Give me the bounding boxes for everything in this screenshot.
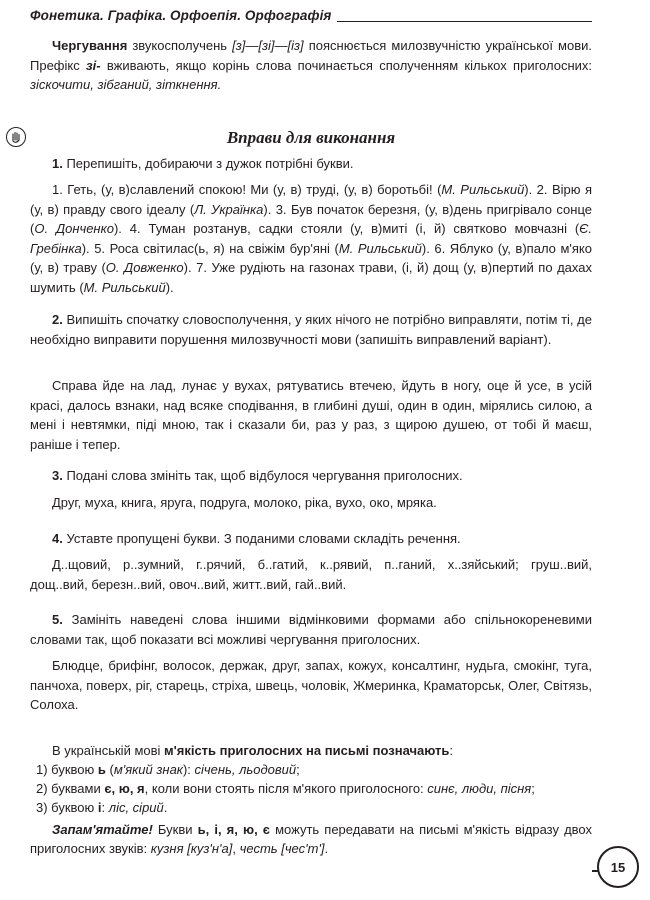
exercise-task-text: Уставте пропущені букви. З поданими словами складіть речення. bbox=[62, 531, 461, 546]
exercise-number: 2. bbox=[52, 312, 63, 327]
rule-item-letter: є, ю, я bbox=[104, 781, 145, 796]
page-number-badge bbox=[597, 846, 639, 888]
rule-intro-end: : bbox=[449, 743, 454, 758]
rule-item-text: 2) буквами bbox=[36, 781, 105, 796]
exercise-4-task bbox=[30, 529, 592, 549]
rule-item-text: . bbox=[163, 800, 168, 815]
section-title: Вправи для виконання bbox=[226, 128, 396, 147]
ex1-author: М. Рильський bbox=[441, 182, 525, 197]
remember-text: . bbox=[324, 841, 329, 856]
ex1-author: Є. Гребінка bbox=[30, 221, 592, 256]
intro-examples: зіскочити, зібганий, зіткнення. bbox=[30, 77, 222, 93]
remember-example: честь [чес'т'] bbox=[239, 841, 325, 856]
rule-intro-text: В українській мові bbox=[52, 743, 165, 758]
ex1-text: ). 5. Роса світилас(ь, я) на свіжім бур'яні ( bbox=[81, 240, 339, 256]
ex1-text: ). bbox=[165, 279, 174, 295]
ex1-author: М. Рильський bbox=[83, 279, 166, 295]
rule-item-text: : bbox=[101, 800, 109, 815]
exercise-number: 4. bbox=[52, 531, 63, 546]
rule-item-text: 1) буквою bbox=[36, 762, 98, 777]
exercise-2-content: Справа йде на лад, лунає у вухах, рятуватись втечею, йдуть в ногу, оце й усе, в усій красі, далось взнаки, над всяке сподівання, в глибині душі, один в один, мірялись силою, а мені і невтямки, піді мною, так і сказали би, раз у раз, з щирою душею, от тобі й маєш, раніше і тепер. bbox=[30, 378, 592, 452]
rule-item-3 bbox=[30, 798, 592, 817]
exercise-5-content: Блюдце, брифінг, волосок, держак, друг, запах, кожух, консалтинг, нудьга, смокінг, туга, панчоха, поверх, ріг, старець, стріха, швець, чоловік, Жмеринка, Краматорськ, Олег, Світязь, Солоха. bbox=[30, 658, 592, 713]
rule-intro bbox=[30, 741, 592, 760]
rule-item-example: ліс, сірий bbox=[108, 800, 164, 815]
rule-item-text: 3) буквою bbox=[36, 800, 98, 815]
intro-paragraph bbox=[30, 36, 592, 95]
remember-text: , bbox=[232, 841, 240, 856]
rule-item-example: січень, льодовий bbox=[194, 762, 297, 777]
rule-intro-bold: м'якість приголосних на письмі позначають bbox=[164, 743, 450, 758]
ex1-author: О. Довженко bbox=[105, 260, 184, 276]
rule-item-name: м'який знак bbox=[113, 762, 183, 777]
intro-sounds: [з]—[зі]—[із] bbox=[232, 38, 304, 53]
ex1-author: О. Донченко bbox=[34, 221, 114, 237]
exercise-2-task bbox=[30, 310, 592, 349]
intro-text-2: пояснюється милозвучністю української мови. Префікс bbox=[30, 38, 592, 73]
rule-item-text: ( bbox=[105, 762, 114, 777]
exercise-task-text: Випишіть спочатку словосполучення, у яких нічого не потрібно виправляти, потім ті, де необхідно виправити порушення милозвучності мови (запишіть виправлений варіант). bbox=[30, 312, 592, 347]
page-number: 15 bbox=[610, 859, 626, 875]
remember-letters: ь, і, я, ю, є bbox=[197, 822, 270, 837]
exercise-task-text: Перепишіть, добираючи з дужок потрібні букви. bbox=[62, 156, 354, 171]
exercise-1-task bbox=[30, 154, 592, 174]
intro-prefix: зі- bbox=[86, 57, 101, 73]
intro-term: Чергування bbox=[52, 38, 128, 53]
exercise-task-text: Замініть наведені слова іншими відмінковими формами або спільнокореневими словами так, щоб показати всі можливі чергування приголосних. bbox=[30, 612, 592, 647]
rule-item-example: синє, люди, пісня bbox=[427, 781, 532, 796]
exercise-1-content bbox=[30, 180, 592, 298]
remember-label: Запам'ятайте! bbox=[52, 822, 153, 837]
ex1-author: М. Рильський bbox=[338, 240, 422, 256]
remember-text: Букви bbox=[152, 822, 198, 837]
ex1-text: ). 7. Уже рудіють на газонах трави, (і, й) дощ (у, в)пертий по дахах шумить ( bbox=[30, 260, 592, 295]
ex1-text: ). 3. Був початок березня, (у, в)день пригрівало сонце ( bbox=[30, 201, 592, 237]
rule-item-1 bbox=[30, 760, 592, 779]
rule-item-text: ): bbox=[182, 762, 195, 777]
rule-item-2 bbox=[30, 779, 592, 798]
ex1-text: 1. Геть, (у, в)славлений спокою! Ми (у, в) труді, (у, в) боротьбі! ( bbox=[52, 182, 442, 197]
remember-example: кузня [куз'н'а] bbox=[150, 841, 233, 856]
ex1-author: Л. Українка bbox=[194, 201, 264, 217]
exercise-4-content: Д..щовий, р..зумний, г..рячий, б..гатий, к..рявий, п..ганий, х..зяйський; груш..вий, дощ..вий, березн..вий, овоч..вий, житт..вий, гай..вий. bbox=[30, 557, 592, 592]
rule-item-text: ; bbox=[531, 781, 535, 796]
hand-icon bbox=[6, 127, 26, 147]
rule-item-text: , коли вони стоять після м'якого приголосного: bbox=[144, 781, 428, 796]
ex1-text: ). 4. Туман розтанув, садки стояли (у, в)миті (і, й) святково мовчазні ( bbox=[113, 221, 580, 237]
rule-item-letter: і bbox=[97, 800, 102, 815]
exercise-5-task bbox=[30, 610, 592, 649]
exercise-number: 1. bbox=[52, 156, 63, 171]
exercise-3-task bbox=[30, 466, 592, 486]
rule-item-text: ; bbox=[296, 762, 300, 777]
header-title: Фонетика. Графіка. Орфоепія. Орфографія bbox=[30, 8, 337, 23]
intro-text-3: вживають, якщо корінь слова починається сполученням кількох приголосних: bbox=[100, 57, 592, 73]
exercise-task-text: Подані слова змініть так, щоб відбулося чергування приголосних. bbox=[62, 468, 463, 483]
rule-block bbox=[30, 741, 592, 858]
rule-item-letter: ь bbox=[97, 762, 106, 777]
remember-note bbox=[30, 820, 592, 858]
header-rule bbox=[330, 21, 592, 22]
exercise-number: 5. bbox=[52, 612, 63, 627]
exercise-number: 3. bbox=[52, 468, 63, 483]
exercise-3-content: Друг, муха, книга, яруга, подруга, молоко, ріка, вухо, око, мряка. bbox=[52, 495, 437, 510]
running-header bbox=[30, 8, 592, 28]
ex1-text: ). 2. Вірю я (у, в) правду свого ідеалу ( bbox=[30, 182, 592, 217]
remember-text: можуть передавати на письмі м'якість відразу двох приголосних звуків: bbox=[30, 822, 593, 856]
intro-text-1: звукосполучень bbox=[127, 38, 233, 53]
ex1-text: ). 6. Яблуко (у, в)пало м'яко (у, в) траву ( bbox=[30, 240, 592, 276]
